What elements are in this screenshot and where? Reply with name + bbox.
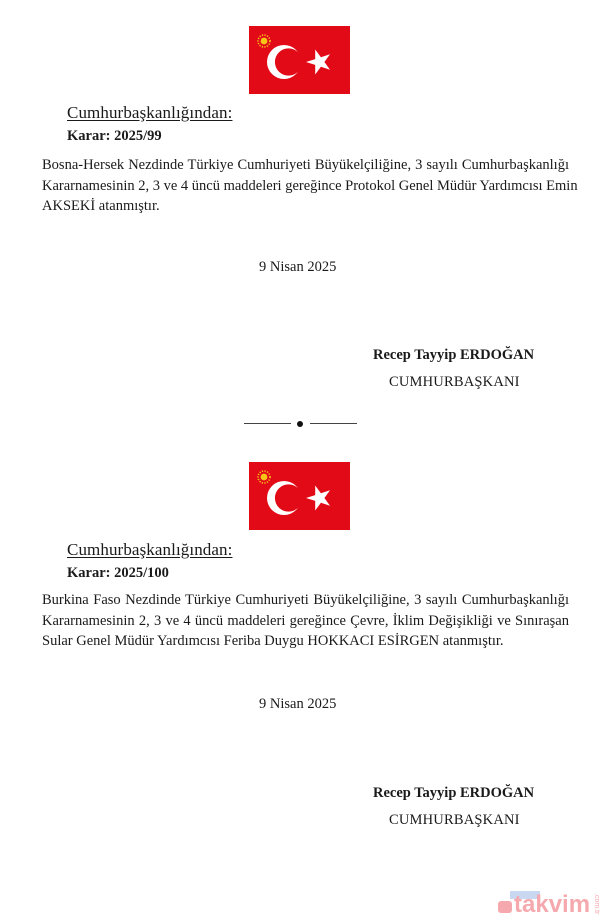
- separator-dot-icon: [297, 421, 303, 427]
- separator-line: [310, 423, 357, 424]
- decree-heading: Cumhurbaşkanlığından:: [67, 540, 233, 559]
- decree-body: [42, 590, 569, 652]
- takvim-watermark: [496, 891, 600, 918]
- takvim-logo-icon: [498, 901, 512, 913]
- watermark-text: takvim: [514, 891, 591, 918]
- decree-heading: Cumhurbaşkanlığından:: [67, 103, 233, 122]
- watermark-suffix: .com.tr: [593, 893, 600, 915]
- signer-title: CUMHURBAŞKANI: [389, 812, 520, 828]
- signer-name: Recep Tayyip ERDOĞAN: [373, 785, 535, 801]
- decree-number: Karar: 2025/99: [67, 128, 162, 144]
- decree-body-line: Sular Genel Müdür Yardımcısı Feriba Duygu HOKKACI ESİRGEN atanmıştır.: [42, 633, 504, 649]
- decree-number: Karar: 2025/100: [67, 565, 169, 581]
- decree-body-line: Bosna-Hersek Nezdinde Türkiye Cumhuriyeti Büyükelçiliğine, 3 sayılı Cumhurbaşkanlığı: [42, 157, 569, 173]
- presidential-flag-icon: [249, 26, 350, 94]
- decree-body-line: Burkina Faso Nezdinde Türkiye Cumhuriyeti Büyükelçiliğine, 3 sayılı Cumhurbaşkanlığı: [42, 592, 569, 608]
- separator-line: [244, 423, 291, 424]
- decree-body-line: Kararnamesinin 2, 3 ve 4 üncü maddeleri gereğince Çevre, İklim Değişikliği ve Sınıraşan: [42, 612, 569, 629]
- decree-body-line: AKSEKİ atanmıştır.: [42, 198, 160, 214]
- decree-separator: [244, 421, 357, 427]
- presidential-flag-icon: [249, 462, 350, 530]
- signer-title: CUMHURBAŞKANI: [389, 374, 520, 390]
- decree-date: 9 Nisan 2025: [259, 696, 337, 712]
- decree-body-line: Kararnamesinin 2, 3 ve 4 üncü maddeleri gereğince Protokol Genel Müdür Yardımcısı Emin: [42, 177, 578, 194]
- decree-body: [42, 155, 578, 217]
- signer-name: Recep Tayyip ERDOĞAN: [373, 347, 535, 363]
- decree-date: 9 Nisan 2025: [259, 259, 337, 275]
